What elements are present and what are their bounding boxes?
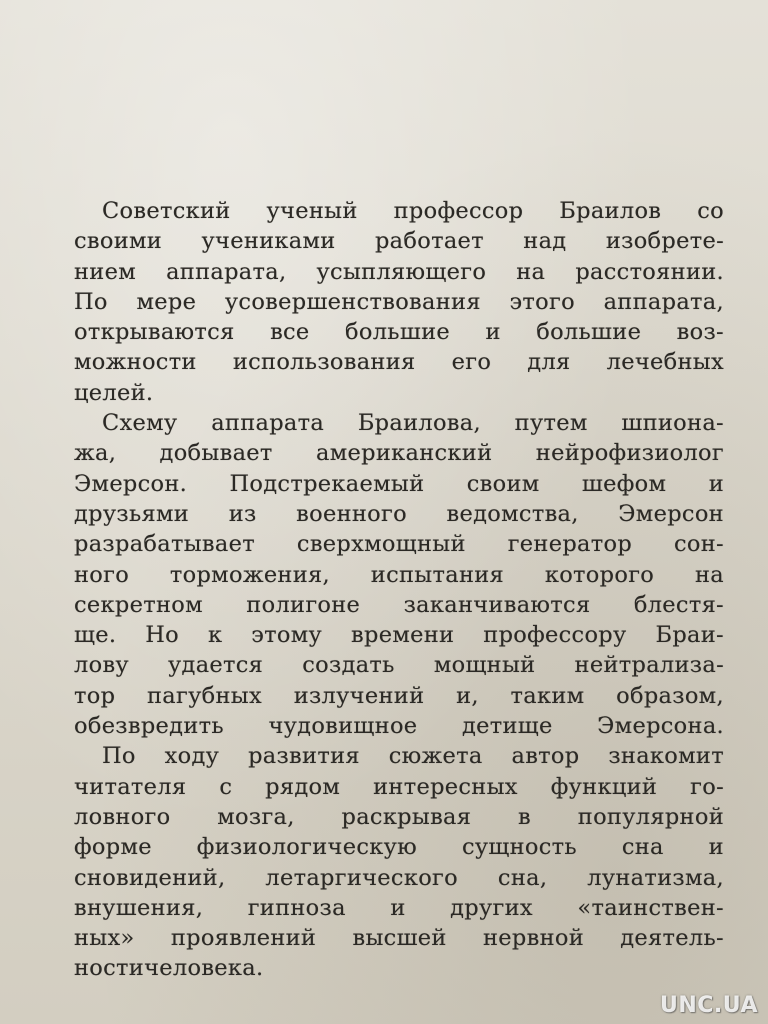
word: своими (74, 228, 163, 255)
word: Браи- (655, 622, 724, 649)
word: функций (550, 773, 658, 800)
word: По (74, 288, 108, 315)
word: торможения, (169, 561, 330, 588)
text-line (74, 287, 724, 317)
word: аппарата (211, 410, 325, 437)
word: лову (74, 652, 129, 679)
word: го- (690, 773, 724, 800)
word: сюжета (388, 743, 483, 770)
word: ных» (74, 925, 135, 952)
word: сна, (497, 864, 548, 891)
word: и, (456, 682, 479, 709)
word: путем (514, 410, 588, 437)
word: мере (136, 288, 197, 315)
word: нием (74, 258, 137, 285)
word: таким (510, 682, 585, 709)
text-line (74, 438, 724, 468)
annotation-text (74, 196, 724, 984)
word: большие (345, 319, 450, 346)
text-line (74, 953, 724, 983)
word: разрабатывает (74, 531, 255, 558)
word: тор (74, 682, 116, 709)
word: со (697, 198, 724, 224)
word: сущность (461, 834, 577, 861)
word: внушения, (74, 894, 204, 921)
word: большие (536, 319, 642, 346)
text-line (74, 650, 724, 680)
word: и (485, 319, 501, 346)
word: работает (374, 228, 484, 255)
word: аппарата, (603, 288, 724, 315)
word: времени (351, 622, 455, 649)
word: для (527, 349, 571, 376)
text-line (74, 590, 724, 620)
word: открываются (74, 319, 235, 346)
paragraph-2 (74, 408, 724, 741)
word: и (708, 834, 724, 861)
word: своим (466, 470, 540, 497)
word: интересных (373, 773, 518, 800)
word: чудовищное (268, 713, 418, 740)
word: учениками (201, 228, 336, 255)
word: с (219, 773, 233, 800)
word: знакомит (608, 743, 724, 770)
text-line (74, 378, 724, 408)
text-line (74, 347, 724, 377)
word: профессору (483, 622, 627, 649)
text-line (74, 893, 724, 923)
text-line (74, 923, 724, 953)
text-line (74, 226, 724, 256)
word: сверхмощный (296, 531, 466, 558)
word: Схему (102, 410, 178, 437)
word: и (708, 470, 724, 497)
word: можности (74, 349, 197, 376)
word: популярной (577, 803, 724, 830)
word: ности (74, 955, 145, 982)
word: человека. (144, 955, 264, 982)
word: его (451, 349, 492, 376)
word: ведомства, (446, 500, 579, 527)
word: из (228, 500, 257, 527)
text-line (74, 620, 724, 650)
word: и (390, 894, 406, 921)
text-line (74, 802, 724, 832)
word: нейрофизиолог (535, 440, 724, 467)
text-line (74, 317, 724, 347)
word: над (523, 228, 567, 255)
word: лечебных (606, 349, 724, 376)
word: высшей (352, 925, 447, 952)
word: лунатизма, (587, 864, 724, 891)
text-line (74, 408, 724, 438)
word: расстоянии. (575, 258, 724, 285)
word: заканчиваются (403, 591, 591, 618)
word: сна (621, 834, 664, 861)
word: образом, (616, 682, 724, 709)
word: аппарата, (166, 258, 287, 285)
word: на (694, 561, 724, 588)
word: «таинствен- (577, 894, 724, 921)
word: сновидений, (74, 864, 226, 891)
word: использования (232, 349, 416, 376)
word: блестя- (633, 591, 724, 618)
word: гипноза (247, 894, 346, 921)
watermark-logo: UNC.UA (660, 993, 758, 1018)
word: Эмерсон (618, 500, 724, 527)
word: сон- (674, 531, 724, 558)
text-line (74, 832, 724, 862)
word: Подстрекаемый (229, 470, 425, 497)
word: этому (251, 622, 323, 649)
text-line (74, 711, 724, 741)
word: целей. (74, 379, 154, 406)
word: излучений (293, 682, 425, 709)
text-line (74, 196, 724, 226)
word: проявлений (170, 925, 317, 952)
word: на (516, 258, 546, 285)
word: обезвредить (74, 713, 224, 740)
text-line (74, 560, 724, 590)
word: нейтрализа- (574, 652, 724, 679)
word: ученый (266, 198, 358, 224)
word: детище (461, 713, 553, 740)
text-line (74, 863, 724, 893)
word: мозга, (217, 803, 295, 830)
word: Браилова, (357, 410, 481, 437)
word: По (102, 743, 136, 770)
word: этого (509, 288, 575, 315)
word: военного (296, 500, 407, 527)
word: изобрете- (605, 228, 724, 255)
word: в (518, 803, 532, 830)
word: деятель- (620, 925, 724, 952)
word: Но (145, 622, 180, 649)
word: все (270, 319, 310, 346)
word: американский (316, 440, 493, 467)
word: нервной (482, 925, 585, 952)
word: Советский (102, 198, 231, 224)
word: испытания (370, 561, 505, 588)
word: удается (168, 652, 264, 679)
text-line (74, 741, 724, 771)
word: секретном (74, 591, 203, 618)
word: к (207, 622, 223, 649)
word: других (450, 894, 533, 921)
word: усовершенствования (224, 288, 481, 315)
word: усыпляющего (316, 258, 487, 285)
word: ще. (74, 622, 117, 649)
word: читателя (74, 773, 187, 800)
word: летаргического (265, 864, 458, 891)
word: пагубных (147, 682, 262, 709)
paragraph-1 (74, 196, 724, 408)
text-line (74, 257, 724, 287)
word: которого (544, 561, 655, 588)
word: генератор (507, 531, 633, 558)
word: форме (74, 834, 152, 861)
word: ловного (74, 803, 171, 830)
word: шефом (581, 470, 667, 497)
word: Эмерсон. (74, 470, 188, 497)
word: Эмерсона. (597, 713, 724, 740)
word: Браилов (559, 198, 662, 224)
word: друзьями (74, 500, 190, 527)
text-line (74, 529, 724, 559)
word: добывает (159, 440, 273, 467)
word: раскрывая (341, 803, 472, 830)
word: рядом (265, 773, 341, 800)
text-line (74, 772, 724, 802)
word: автор (511, 743, 580, 770)
text-line (74, 499, 724, 529)
word: жа, (74, 440, 117, 467)
word: ходу (164, 743, 220, 770)
word: развития (248, 743, 360, 770)
text-line (74, 469, 724, 499)
word: создать (302, 652, 395, 679)
word: шпиона- (621, 410, 724, 437)
word: полигоне (246, 591, 361, 618)
word: физиологическую (196, 834, 418, 861)
text-line (74, 681, 724, 711)
word: воз- (676, 319, 724, 346)
paragraph-3 (74, 741, 724, 983)
word: мощный (433, 652, 536, 679)
word: профессор (393, 198, 524, 224)
word: ного (74, 561, 130, 588)
